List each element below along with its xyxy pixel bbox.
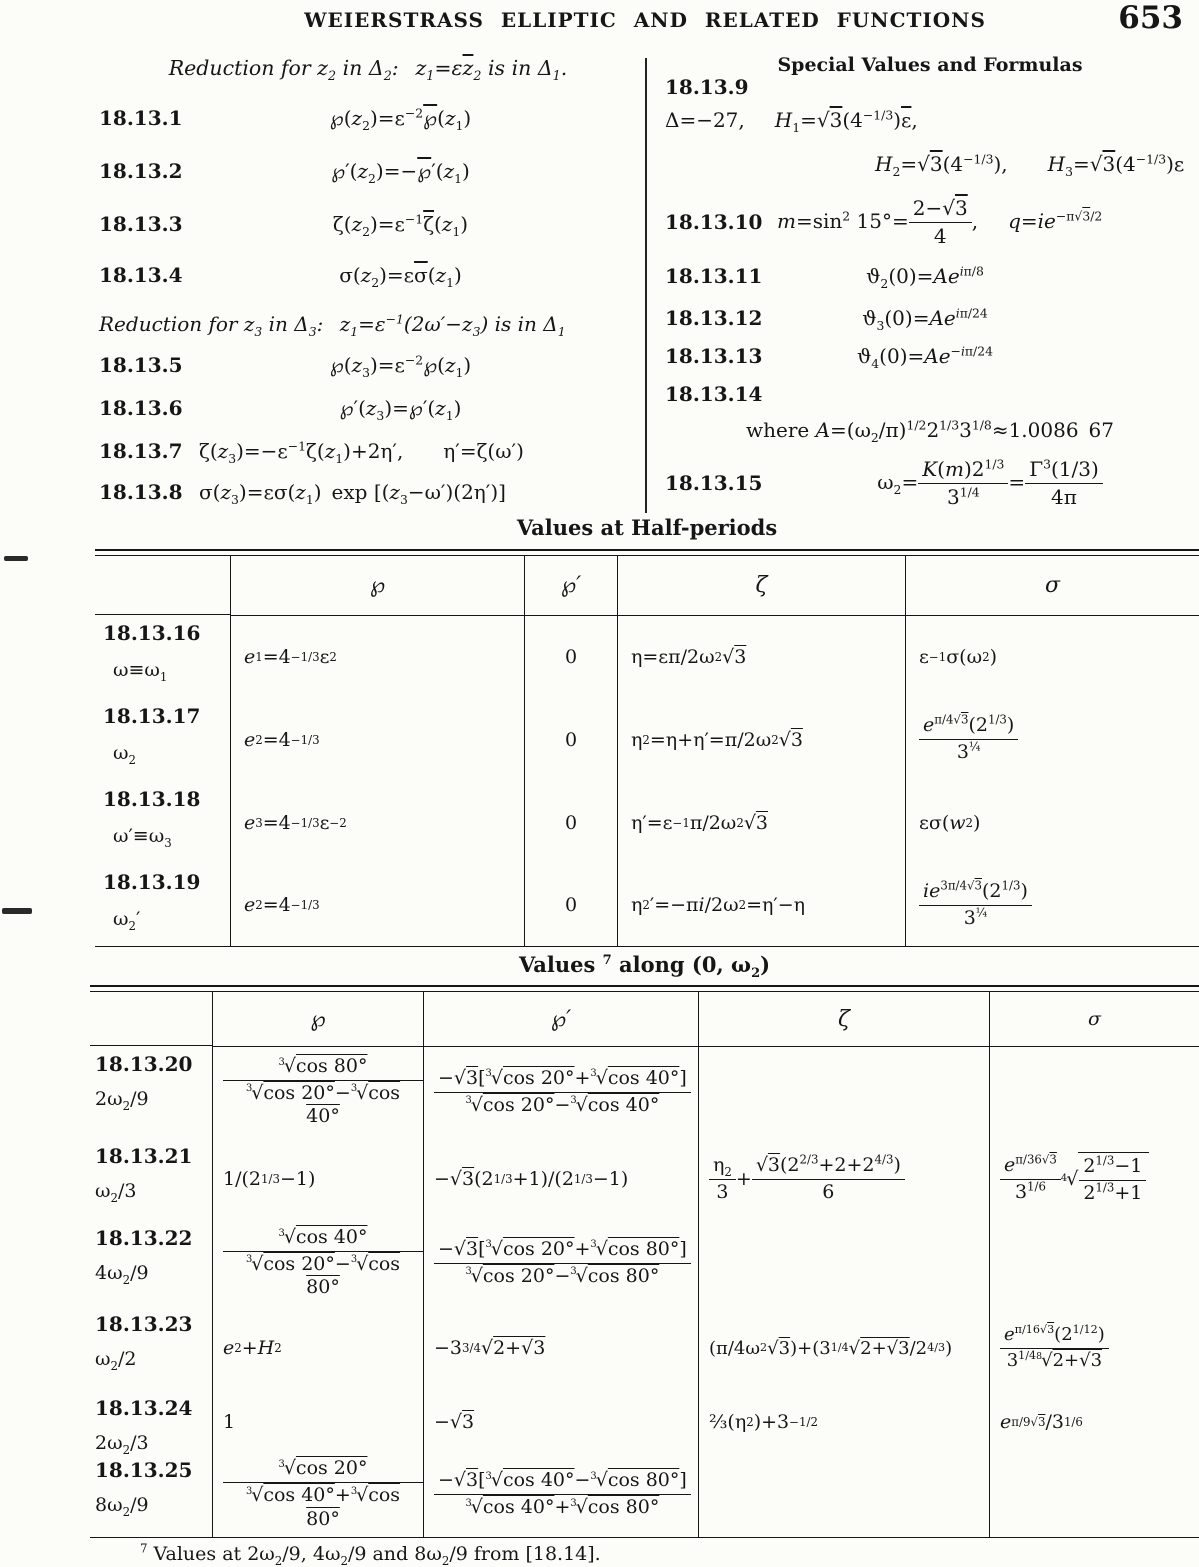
- eq-number: 18.13.17: [103, 704, 201, 728]
- wp-value: 1/(2 1/3 −1): [212, 1138, 423, 1220]
- table-header-row: [90, 992, 1199, 1046]
- wp-prime-value: −√3[$^3$√cos 20°+$^3$√cos 40°] $^3$√cos 20°−$^3$√cos 40°: [423, 1046, 698, 1138]
- wp-value: e 2 + H 2: [212, 1306, 423, 1390]
- table-row: [95, 781, 1199, 864]
- row-label: [90, 1390, 212, 1457]
- row-arg: $\omega_2/2$: [95, 1348, 137, 1373]
- along-table: [90, 952, 1199, 1538]
- table-row: [90, 1452, 1199, 1538]
- equation-18-13-1: [99, 105, 645, 133]
- row-arg: $\omega\equiv\omega_1$: [113, 659, 168, 684]
- eq-number: 18.13.19: [103, 870, 201, 894]
- equation-18-13-13: [665, 343, 1199, 371]
- equation-18-13-10: [665, 194, 1199, 250]
- equation-18-13-14: [665, 382, 762, 406]
- equation-18-13-8: [99, 480, 645, 507]
- eq-number: 18.13.20: [95, 1052, 193, 1076]
- reduction-heading-2: Reduction for $z_3$ in $\Delta_3$: $z_1=\varepsilon^{-1}(2\omega'-z_3)$ is in $\Delta_1$: [99, 311, 566, 339]
- column-header-wp: ℘: [212, 992, 423, 1047]
- sigma-value: ε −1 σ(ω 2 ): [905, 615, 1199, 698]
- equation-formula: $m=\sin^2$ 15°= $\frac{2-√3}{4}$ , $q=ie^{-\pi√3/2}$: [777, 195, 1103, 248]
- special-values-heading: Special Values and Formulas: [777, 54, 1083, 76]
- row-arg: $\omega_2'$: [113, 908, 141, 933]
- wp-prime-value: 0: [524, 698, 617, 781]
- row-arg: $4\omega_2/9$: [95, 1262, 149, 1287]
- page-title: WEIERSTRASS ELLIPTIC AND RELATED FUNCTIONS: [304, 8, 986, 32]
- wp-value: e 3 =4 −1/3 ε −2: [230, 781, 524, 864]
- sigma-value: $e^{\pi/16√3}(2^{1/12})$ $3^{1/48}√2+√3$: [989, 1306, 1199, 1390]
- eq-number: 18.13.22: [95, 1226, 193, 1250]
- equation-number: 18.13.4: [99, 263, 183, 287]
- wp-prime-value: −√3[$^3$√cos 20°+$^3$√cos 80°] $^3$√cos 20°−$^3$√cos 80°: [423, 1220, 698, 1306]
- column-divider: [645, 58, 647, 513]
- row-label: [95, 864, 230, 947]
- table-row: [95, 864, 1199, 947]
- zeta-value: η′=ε −1 π/2ω 2 √ 3: [617, 781, 905, 864]
- row-arg: $\omega_2/3$: [95, 1180, 137, 1205]
- equation-number: 18.13.14: [665, 382, 763, 406]
- sigma-value: $ie^{3\pi/4√3}(2^{1/3})$ $3^{\frac{1}{4}}$: [905, 864, 1199, 947]
- column-header-wp: ℘: [230, 556, 524, 616]
- wp-prime-value: 0: [524, 864, 617, 947]
- wp-prime-value: −3 3/4 √ 2+√3: [423, 1306, 698, 1390]
- equation-number: 18.13.5: [99, 353, 183, 377]
- equation-number: 18.13.11: [665, 264, 763, 288]
- row-label: [90, 1138, 212, 1220]
- equation-18-13-15: [665, 452, 1199, 514]
- row-label: [95, 615, 230, 698]
- equation-formula: $ϑ_2(0)=Ae^{i\pi/8}$: [866, 263, 984, 291]
- equation-18-13-9: [665, 75, 749, 99]
- table-row: [90, 1390, 1199, 1457]
- row-arg: $8\omega_2/9$: [95, 1494, 149, 1519]
- corner-cell: [95, 556, 230, 615]
- column-header-zeta: ζ: [698, 992, 989, 1047]
- column-header-sigma: σ: [989, 992, 1199, 1047]
- wp-value: $^3$√cos 40° $^3$√cos 20°−$^3$√cos 80°: [212, 1220, 423, 1306]
- table-header-row: [95, 556, 1199, 615]
- page-number: 653: [1118, 0, 1183, 36]
- table-row: [95, 698, 1199, 781]
- equation-formula: $℘(z_2)=\varepsilon^{-2}℘(z_1)$: [329, 105, 472, 133]
- zeta-value: [698, 1220, 989, 1306]
- zeta-value: [698, 1046, 989, 1138]
- equation-formula: $\zeta(z_2)=\varepsilon^{-1}\overline{\zeta}(z_1)$: [332, 211, 469, 239]
- sigma-value: $e^{\pi/36√3}$ $3^{1/6}$ 4 √ $\frac{2^{1/3}-1}{2^{1/3}+1}$: [989, 1138, 1199, 1220]
- wp-prime-value: 0: [524, 781, 617, 864]
- wp-value: $^3$√cos 20° $^3$√cos 40°+$^3$√cos 80°: [212, 1452, 423, 1538]
- wp-value: e 2 =4 −1/3: [230, 698, 524, 781]
- eq-number: 18.13.23: [95, 1312, 193, 1336]
- wp-prime-value: 0: [524, 615, 617, 698]
- equation-number: 18.13.13: [665, 344, 763, 368]
- reduction-heading-1: Reduction for $z_2$ in $\Delta_2$: $z_1=\varepsilon\overline{z}_2$ is in $\Delta_1$.: [168, 56, 568, 84]
- equation-number: 18.13.2: [99, 159, 183, 183]
- equation-number: 18.13.15: [665, 471, 763, 495]
- equation-number: 18.13.10: [665, 210, 763, 234]
- corner-cell: [90, 992, 212, 1046]
- row-arg: $2\omega_2/3$: [95, 1432, 149, 1457]
- scan-artifact-dash: [2, 908, 32, 914]
- zeta-value: [698, 1452, 989, 1538]
- wp-value: 1: [212, 1390, 423, 1454]
- left-column: [95, 48, 641, 515]
- equation-formula: $\omega_2=$ $\frac{K(m)2^{1/3}}{3^{1/4}}$ = $\frac{\Gamma^3(1/3)}{4\pi}$: [777, 457, 1199, 510]
- sigma-value: [989, 1220, 1199, 1306]
- h2-h3-line: $H_2=√3(4^{-1/3})$, $H_3=√3(4^{-1/3})\varepsilon$: [875, 151, 1185, 179]
- equation-number: 18.13.1: [99, 106, 183, 130]
- equation-18-13-3: [99, 211, 645, 239]
- wp-prime-value: −√3[$^3$√cos 40°−$^3$√cos 80°] $^3$√cos 40°+$^3$√cos 80°: [423, 1452, 698, 1538]
- double-rule: [95, 549, 1199, 556]
- double-rule: [90, 985, 1199, 992]
- wp-prime-value: −√ 3: [423, 1390, 698, 1454]
- equation-formula: $℘(z_3)=\varepsilon^{-2}℘(z_1)$: [329, 352, 472, 380]
- equation-number: 18.13.8: [99, 480, 183, 504]
- row-label: [90, 1046, 212, 1138]
- table-row: [90, 1306, 1199, 1390]
- equation-number: 18.13.3: [99, 212, 183, 236]
- eq-number: 18.13.24: [95, 1396, 193, 1420]
- equation-formula: $ϑ_3(0)=Ae^{i\pi/24}$: [862, 305, 988, 333]
- row-label: [90, 1452, 212, 1538]
- sigma-value: εσ( w 2 ): [905, 781, 1199, 864]
- sigma-value: [989, 1452, 1199, 1538]
- row-label: [90, 1306, 212, 1390]
- wp-value: e 1 =4 −1/3 ε 2: [230, 615, 524, 698]
- wp-value: e 2 =4 −1/3: [230, 864, 524, 947]
- table-row: [90, 1138, 1199, 1220]
- zeta-value: (π/4ω 2 √ 3 )+(3 1/4 √ 2+√3 /2 4/3 ): [698, 1306, 989, 1390]
- table-title: Values at Half-periods: [516, 515, 778, 540]
- equation-18-13-2: [99, 159, 645, 186]
- sigma-value: $e^{\pi/4√3}(2^{1/3})$ $3^{\frac{1}{4}}$: [905, 698, 1199, 781]
- column-header-wp-prime: ℘′: [524, 556, 617, 616]
- column-header-sigma: σ: [905, 556, 1199, 616]
- where-a-line: where $A=(\omega_2/\pi)^{1/2}2^{1/3}3^{1/8}\approx 1.0086$ 67: [745, 417, 1114, 445]
- wp-prime-value: −√ 3 (2 1/3 +1)/(2 1/3 −1): [423, 1138, 698, 1220]
- equation-18-13-7: [99, 438, 645, 466]
- equation-formula: $\sigma(z_3)=\varepsilon\sigma(z_1)$ $\exp [(z_3-\omega')(2\eta')]$: [199, 480, 506, 507]
- row-label: [95, 698, 230, 781]
- delta-h1-line: Δ=−27, $H_1=√3(4^{-1/3})\overline{\varepsilon}$,: [665, 107, 918, 135]
- zeta-value: η 2 ′=−π i /2ω 2 =η′−η: [617, 864, 905, 947]
- equation-18-13-4: [99, 263, 645, 290]
- row-label: [90, 1220, 212, 1306]
- equation-18-13-6: [99, 396, 645, 423]
- row-label: [95, 781, 230, 864]
- table-title: Values $^7$ along (0, $\omega_2$): [518, 952, 771, 982]
- equation-number: 18.13.7: [99, 439, 183, 463]
- column-header-zeta: ζ: [617, 556, 905, 616]
- equation-number: 18.13.9: [665, 75, 749, 99]
- footnote: $^7$ Values at $2\omega_2/9$, $4\omega_2/9$ and $8\omega_2/9$ from [18.14].: [140, 1541, 601, 1567]
- zeta-value: $\eta_2$ 3 + $√3(2^{2/3}+2+2^{4/3})$ 6: [698, 1138, 989, 1220]
- sigma-value: e π/9√3 /3 1/6: [989, 1390, 1199, 1454]
- row-arg: $\omega_2$: [113, 742, 136, 767]
- equation-formula: $\zeta(z_3)=-\varepsilon^{-1}\zeta(z_1)+2\eta'$, η′=ζ(ω′): [199, 438, 524, 466]
- equation-formula: $ϑ_4(0)=Ae^{-i\pi/24}$: [856, 343, 993, 371]
- row-arg: $2\omega_2/9$: [95, 1088, 149, 1113]
- formulas-section: [95, 48, 1199, 515]
- equation-formula: $\sigma(z_2)=\varepsilon\overline{\sigma}(z_1)$: [339, 263, 462, 290]
- eq-number: 18.13.16: [103, 621, 201, 645]
- equation-number: 18.13.6: [99, 396, 183, 420]
- equation-18-13-12: [665, 305, 1199, 333]
- table-row: [90, 1220, 1199, 1306]
- half-periods-table: [95, 515, 1199, 947]
- wp-value: $^3$√cos 80° $^3$√cos 20°−$^3$√cos 40°: [212, 1046, 423, 1138]
- equation-18-13-5: [99, 352, 645, 380]
- row-arg: $\omega'\equiv\omega_3$: [113, 825, 172, 850]
- eq-number: 18.13.21: [95, 1144, 193, 1168]
- equation-number: 18.13.12: [665, 306, 763, 330]
- eq-number: 18.13.18: [103, 787, 201, 811]
- zeta-value: ⅔(η 2 )+3 −1/2: [698, 1390, 989, 1454]
- eq-number: 18.13.25: [95, 1458, 193, 1482]
- table-row: [90, 1046, 1199, 1138]
- equation-formula: $℘'(z_2)=-℘'(z_1)$: [331, 159, 470, 186]
- right-column: [661, 48, 1199, 515]
- zeta-value: η=επ/2ω 2 √ 3: [617, 615, 905, 698]
- equation-18-13-11: [665, 263, 1199, 291]
- equation-formula: $℘'(z_3)=℘'(z_1)$: [339, 396, 462, 423]
- column-header-wp-prime: ℘′: [423, 992, 698, 1047]
- zeta-value: η 2 =η+η′=π/2ω 2 √ 3: [617, 698, 905, 781]
- scan-artifact-dash: [4, 556, 28, 561]
- sigma-value: [989, 1046, 1199, 1138]
- table-row: [95, 615, 1199, 698]
